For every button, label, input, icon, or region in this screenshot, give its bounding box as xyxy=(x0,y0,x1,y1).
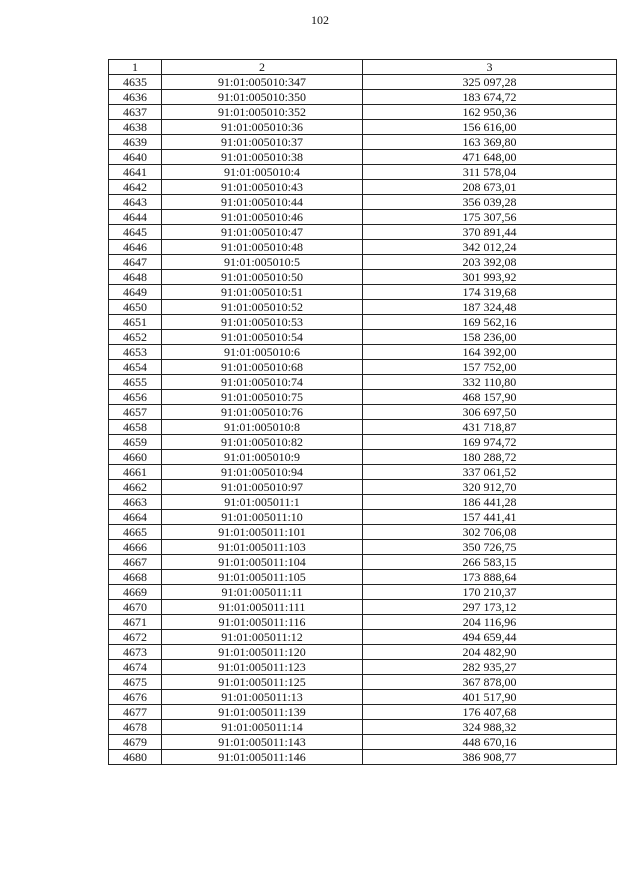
table-row xyxy=(109,495,617,510)
table-row xyxy=(109,345,617,360)
table-row xyxy=(109,285,617,300)
cadastral-number-cell: 91:01:005010:54 xyxy=(162,330,363,345)
table-row xyxy=(109,165,617,180)
row-number-cell: 4672 xyxy=(109,630,162,645)
row-number-cell: 4641 xyxy=(109,165,162,180)
row-number-cell: 4643 xyxy=(109,195,162,210)
table-row xyxy=(109,375,617,390)
table-row xyxy=(109,330,617,345)
row-number-cell: 4663 xyxy=(109,495,162,510)
row-number-cell: 4654 xyxy=(109,360,162,375)
row-number-cell: 4667 xyxy=(109,555,162,570)
cadastral-number-cell: 91:01:005011:143 xyxy=(162,735,363,750)
cadastral-value-cell: 203 392,08 xyxy=(363,255,617,270)
cadastral-value-cell: 204 482,90 xyxy=(363,645,617,660)
table-header xyxy=(109,60,617,75)
cadastral-value-cell: 356 039,28 xyxy=(363,195,617,210)
cadastral-value-cell: 367 878,00 xyxy=(363,675,617,690)
cadastral-value-cell: 170 210,37 xyxy=(363,585,617,600)
cadastral-value-cell: 173 888,64 xyxy=(363,570,617,585)
cadastral-number-cell: 91:01:005010:36 xyxy=(162,120,363,135)
cadastral-value-cell: 401 517,90 xyxy=(363,690,617,705)
table-row xyxy=(109,150,617,165)
cadastral-number-cell: 91:01:005010:51 xyxy=(162,285,363,300)
cadastral-value-cell: 187 324,48 xyxy=(363,300,617,315)
cadastral-number-cell: 91:01:005010:94 xyxy=(162,465,363,480)
row-number-cell: 4648 xyxy=(109,270,162,285)
cadastral-number-cell: 91:01:005010:48 xyxy=(162,240,363,255)
cadastral-number-cell: 91:01:005011:104 xyxy=(162,555,363,570)
table-row xyxy=(109,555,617,570)
row-number-cell: 4666 xyxy=(109,540,162,555)
row-number-cell: 4638 xyxy=(109,120,162,135)
cadastral-number-cell: 91:01:005010:9 xyxy=(162,450,363,465)
row-number-cell: 4635 xyxy=(109,75,162,90)
cadastral-number-cell: 91:01:005010:68 xyxy=(162,360,363,375)
cadastral-value-cell: 174 319,68 xyxy=(363,285,617,300)
table-row xyxy=(109,90,617,105)
cadastral-value-cell: 186 441,28 xyxy=(363,495,617,510)
cadastral-number-cell: 91:01:005011:14 xyxy=(162,720,363,735)
cadastral-number-cell: 91:01:005011:123 xyxy=(162,660,363,675)
cadastral-value-cell: 324 988,32 xyxy=(363,720,617,735)
cadastral-number-cell: 91:01:005011:12 xyxy=(162,630,363,645)
table-row xyxy=(109,120,617,135)
table-row xyxy=(109,390,617,405)
cadastral-value-cell: 180 288,72 xyxy=(363,450,617,465)
table-row xyxy=(109,210,617,225)
row-number-cell: 4678 xyxy=(109,720,162,735)
row-number-cell: 4636 xyxy=(109,90,162,105)
table-row xyxy=(109,315,617,330)
cadastral-number-cell: 91:01:005010:47 xyxy=(162,225,363,240)
table-row xyxy=(109,720,617,735)
row-number-cell: 4677 xyxy=(109,705,162,720)
row-number-cell: 4675 xyxy=(109,675,162,690)
cadastral-value-cell: 175 307,56 xyxy=(363,210,617,225)
cadastral-value-cell: 320 912,70 xyxy=(363,480,617,495)
row-number-cell: 4664 xyxy=(109,510,162,525)
table-row xyxy=(109,105,617,120)
cadastral-number-cell: 91:01:005011:116 xyxy=(162,615,363,630)
table-row xyxy=(109,240,617,255)
cadastral-number-cell: 91:01:005010:53 xyxy=(162,315,363,330)
row-number-cell: 4645 xyxy=(109,225,162,240)
row-number-cell: 4660 xyxy=(109,450,162,465)
cadastral-value-cell: 468 157,90 xyxy=(363,390,617,405)
table-row xyxy=(109,450,617,465)
cadastral-number-cell: 91:01:005010:38 xyxy=(162,150,363,165)
table-row xyxy=(109,75,617,90)
table-row xyxy=(109,675,617,690)
cadastral-number-cell: 91:01:005011:10 xyxy=(162,510,363,525)
table-row xyxy=(109,570,617,585)
cadastral-number-cell: 91:01:005010:50 xyxy=(162,270,363,285)
table-row xyxy=(109,510,617,525)
cadastral-value-cell: 208 673,01 xyxy=(363,180,617,195)
row-number-cell: 4673 xyxy=(109,645,162,660)
row-number-cell: 4653 xyxy=(109,345,162,360)
cadastral-value-cell: 204 116,96 xyxy=(363,615,617,630)
table-row xyxy=(109,405,617,420)
cadastral-number-cell: 91:01:005011:105 xyxy=(162,570,363,585)
row-number-cell: 4669 xyxy=(109,585,162,600)
cadastral-number-cell: 91:01:005010:52 xyxy=(162,300,363,315)
cadastral-value-cell: 282 935,27 xyxy=(363,660,617,675)
cadastral-number-cell: 91:01:005011:11 xyxy=(162,585,363,600)
row-number-cell: 4661 xyxy=(109,465,162,480)
row-number-cell: 4665 xyxy=(109,525,162,540)
table-row xyxy=(109,435,617,450)
cadastral-number-cell: 91:01:005010:4 xyxy=(162,165,363,180)
row-number-cell: 4676 xyxy=(109,690,162,705)
cadastral-value-cell: 162 950,36 xyxy=(363,105,617,120)
row-number-cell: 4637 xyxy=(109,105,162,120)
row-number-cell: 4657 xyxy=(109,405,162,420)
cadastral-value-cell: 494 659,44 xyxy=(363,630,617,645)
row-number-cell: 4646 xyxy=(109,240,162,255)
cadastral-number-cell: 91:01:005010:76 xyxy=(162,405,363,420)
cadastral-value-cell: 156 616,00 xyxy=(363,120,617,135)
row-number-cell: 4679 xyxy=(109,735,162,750)
row-number-cell: 4649 xyxy=(109,285,162,300)
row-number-cell: 4652 xyxy=(109,330,162,345)
cadastral-number-cell: 91:01:005010:6 xyxy=(162,345,363,360)
cadastral-value-cell: 448 670,16 xyxy=(363,735,617,750)
cadastral-number-cell: 91:01:005010:350 xyxy=(162,90,363,105)
table-row xyxy=(109,255,617,270)
table-row xyxy=(109,600,617,615)
column-header-1: 1 xyxy=(109,60,162,75)
cadastral-number-cell: 91:01:005011:146 xyxy=(162,750,363,765)
column-header-3: 3 xyxy=(363,60,617,75)
cadastral-value-cell: 176 407,68 xyxy=(363,705,617,720)
row-number-cell: 4662 xyxy=(109,480,162,495)
table-row xyxy=(109,465,617,480)
table-body xyxy=(109,75,617,765)
cadastral-value-cell: 332 110,80 xyxy=(363,375,617,390)
cadastral-value-cell: 325 097,28 xyxy=(363,75,617,90)
row-number-cell: 4670 xyxy=(109,600,162,615)
row-number-cell: 4656 xyxy=(109,390,162,405)
cadastral-value-cell: 301 993,92 xyxy=(363,270,617,285)
cadastral-number-cell: 91:01:005011:1 xyxy=(162,495,363,510)
row-number-cell: 4642 xyxy=(109,180,162,195)
table-row xyxy=(109,195,617,210)
table-row xyxy=(109,660,617,675)
row-number-cell: 4659 xyxy=(109,435,162,450)
cadastral-value-cell: 183 674,72 xyxy=(363,90,617,105)
row-number-cell: 4674 xyxy=(109,660,162,675)
cadastral-number-cell: 91:01:005011:125 xyxy=(162,675,363,690)
cadastral-value-table xyxy=(108,59,617,765)
row-number-cell: 4658 xyxy=(109,420,162,435)
page-number: 102 xyxy=(311,13,329,27)
table-row xyxy=(109,690,617,705)
cadastral-number-cell: 91:01:005010:75 xyxy=(162,390,363,405)
cadastral-value-cell: 306 697,50 xyxy=(363,405,617,420)
table-row xyxy=(109,750,617,765)
cadastral-value-cell: 163 369,80 xyxy=(363,135,617,150)
cadastral-value-cell: 386 908,77 xyxy=(363,750,617,765)
table-row xyxy=(109,615,617,630)
cadastral-number-cell: 91:01:005010:46 xyxy=(162,210,363,225)
cadastral-value-cell: 311 578,04 xyxy=(363,165,617,180)
table-row xyxy=(109,525,617,540)
header-row xyxy=(109,60,617,75)
cadastral-number-cell: 91:01:005010:347 xyxy=(162,75,363,90)
table-row xyxy=(109,645,617,660)
table-row xyxy=(109,180,617,195)
cadastral-number-cell: 91:01:005011:139 xyxy=(162,705,363,720)
row-number-cell: 4640 xyxy=(109,150,162,165)
cadastral-value-cell: 169 562,16 xyxy=(363,315,617,330)
row-number-cell: 4655 xyxy=(109,375,162,390)
cadastral-number-cell: 91:01:005010:37 xyxy=(162,135,363,150)
row-number-cell: 4647 xyxy=(109,255,162,270)
cadastral-value-cell: 157 441,41 xyxy=(363,510,617,525)
table-row xyxy=(109,360,617,375)
table-row xyxy=(109,300,617,315)
table-row xyxy=(109,225,617,240)
cadastral-value-cell: 431 718,87 xyxy=(363,420,617,435)
cadastral-number-cell: 91:01:005011:120 xyxy=(162,645,363,660)
table-row xyxy=(109,540,617,555)
cadastral-number-cell: 91:01:005010:352 xyxy=(162,105,363,120)
cadastral-number-cell: 91:01:005010:8 xyxy=(162,420,363,435)
cadastral-number-cell: 91:01:005011:13 xyxy=(162,690,363,705)
row-number-cell: 4671 xyxy=(109,615,162,630)
cadastral-value-cell: 370 891,44 xyxy=(363,225,617,240)
cadastral-number-cell: 91:01:005010:44 xyxy=(162,195,363,210)
row-number-cell: 4680 xyxy=(109,750,162,765)
cadastral-value-cell: 266 583,15 xyxy=(363,555,617,570)
cadastral-number-cell: 91:01:005011:103 xyxy=(162,540,363,555)
cadastral-number-cell: 91:01:005010:74 xyxy=(162,375,363,390)
cadastral-number-cell: 91:01:005010:97 xyxy=(162,480,363,495)
row-number-cell: 4644 xyxy=(109,210,162,225)
table-row xyxy=(109,585,617,600)
table-row xyxy=(109,705,617,720)
table-row xyxy=(109,480,617,495)
cadastral-value-cell: 302 706,08 xyxy=(363,525,617,540)
cadastral-number-cell: 91:01:005010:43 xyxy=(162,180,363,195)
cadastral-number-cell: 91:01:005011:101 xyxy=(162,525,363,540)
cadastral-value-cell: 164 392,00 xyxy=(363,345,617,360)
row-number-cell: 4650 xyxy=(109,300,162,315)
cadastral-value-cell: 350 726,75 xyxy=(363,540,617,555)
row-number-cell: 4651 xyxy=(109,315,162,330)
cadastral-value-cell: 297 173,12 xyxy=(363,600,617,615)
row-number-cell: 4668 xyxy=(109,570,162,585)
cadastral-number-cell: 91:01:005010:5 xyxy=(162,255,363,270)
table-row xyxy=(109,270,617,285)
cadastral-value-cell: 169 974,72 xyxy=(363,435,617,450)
cadastral-value-cell: 337 061,52 xyxy=(363,465,617,480)
cadastral-value-cell: 157 752,00 xyxy=(363,360,617,375)
column-header-2: 2 xyxy=(162,60,363,75)
cadastral-value-cell: 158 236,00 xyxy=(363,330,617,345)
cadastral-number-cell: 91:01:005010:82 xyxy=(162,435,363,450)
cadastral-value-cell: 342 012,24 xyxy=(363,240,617,255)
row-number-cell: 4639 xyxy=(109,135,162,150)
table-row xyxy=(109,420,617,435)
cadastral-number-cell: 91:01:005011:111 xyxy=(162,600,363,615)
table-row xyxy=(109,630,617,645)
table-row xyxy=(109,135,617,150)
cadastral-value-cell: 471 648,00 xyxy=(363,150,617,165)
table-row xyxy=(109,735,617,750)
